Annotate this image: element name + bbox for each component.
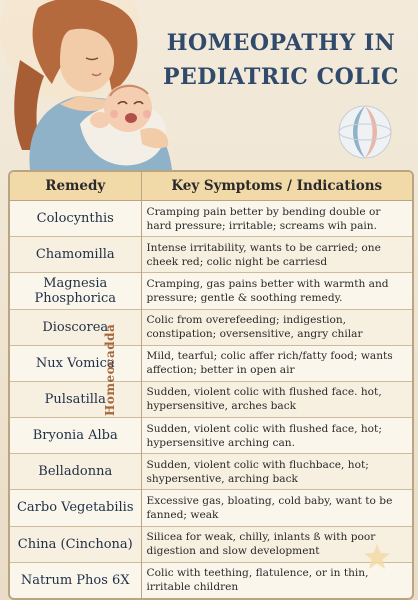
remedy-name: Natrum Phos 6X <box>10 562 141 598</box>
table-row <box>10 273 412 309</box>
remedy-symptoms: Silicea for weak, chilly, inlants ß with poor digestion and slow development <box>141 526 412 562</box>
remedy-name: Dioscorea <box>10 309 141 345</box>
remedy-symptoms: Colic with teething, flatulence, or in thin, irritable children <box>141 562 412 598</box>
remedy-symptoms: Sudden, violent colic with fluchbace, hot; shypersentive, arching back <box>141 454 412 490</box>
remedy-name: Bryonia Alba <box>10 418 141 454</box>
header-remedy: Remedy <box>10 172 141 201</box>
remedy-symptoms: Intense irritability, wants to be carried; one cheek red; colic night be carriesd <box>141 237 412 273</box>
title-line-1: HOMEOPATHY IN <box>166 30 396 56</box>
table-row <box>10 526 412 562</box>
remedy-symptoms: Cramping pain better by bending double or hard pressure; irritable; screams wih pain. <box>141 201 412 237</box>
table-row <box>10 237 412 273</box>
table-row <box>10 454 412 490</box>
table-row <box>10 309 412 345</box>
remedy-symptoms: Colic from overefeeding; indigestion, constipation; oversensitive, angry chilar <box>141 309 412 345</box>
remedy-name: Nux Vomica <box>10 345 141 381</box>
remedy-symptoms: Excessive gas, bloating, cold baby, want to be fanned; weak <box>141 490 412 526</box>
remedy-name: Colocynthis <box>10 201 141 237</box>
table-row <box>10 562 412 598</box>
remedy-name: Pulsatilla <box>10 381 141 417</box>
remedy-table <box>8 170 414 600</box>
remedy-name: China (Cinchona) <box>10 526 141 562</box>
remedy-symptoms: Cramping, gas pains better with warmth and pressure; gentle & soothing remedy. <box>141 273 412 309</box>
remedy-symptoms: Sudden, violent colic with flushed face, hot; hypersensitive arching can. <box>141 418 412 454</box>
table-row <box>10 490 412 526</box>
table-row <box>10 418 412 454</box>
remedy-name: Magnesia Phosphorica <box>10 273 141 309</box>
title-line-2: PEDIATRIC COLIC <box>162 64 400 90</box>
remedy-name: Belladonna <box>10 454 141 490</box>
page-title <box>150 26 412 94</box>
watermark-text: Homeocadda <box>103 323 117 417</box>
table-row <box>10 201 412 237</box>
star-icon <box>362 542 392 572</box>
beach-ball-icon <box>335 102 395 162</box>
remedy-symptoms: Mild, tearful; colic affer rich/fatty food; wants affection; better in open air <box>141 345 412 381</box>
remedy-name: Carbo Vegetabilis <box>10 490 141 526</box>
table-row <box>10 381 412 417</box>
hero-illustration <box>0 0 418 170</box>
header-symptoms: Key Symptoms / Indications <box>141 172 412 201</box>
table-header-row <box>10 172 412 201</box>
remedy-name: Chamomilla <box>10 237 141 273</box>
table-row <box>10 345 412 381</box>
remedy-symptoms: Sudden, violent colic with flushed face. hot, hypersensitive, arches back <box>141 381 412 417</box>
